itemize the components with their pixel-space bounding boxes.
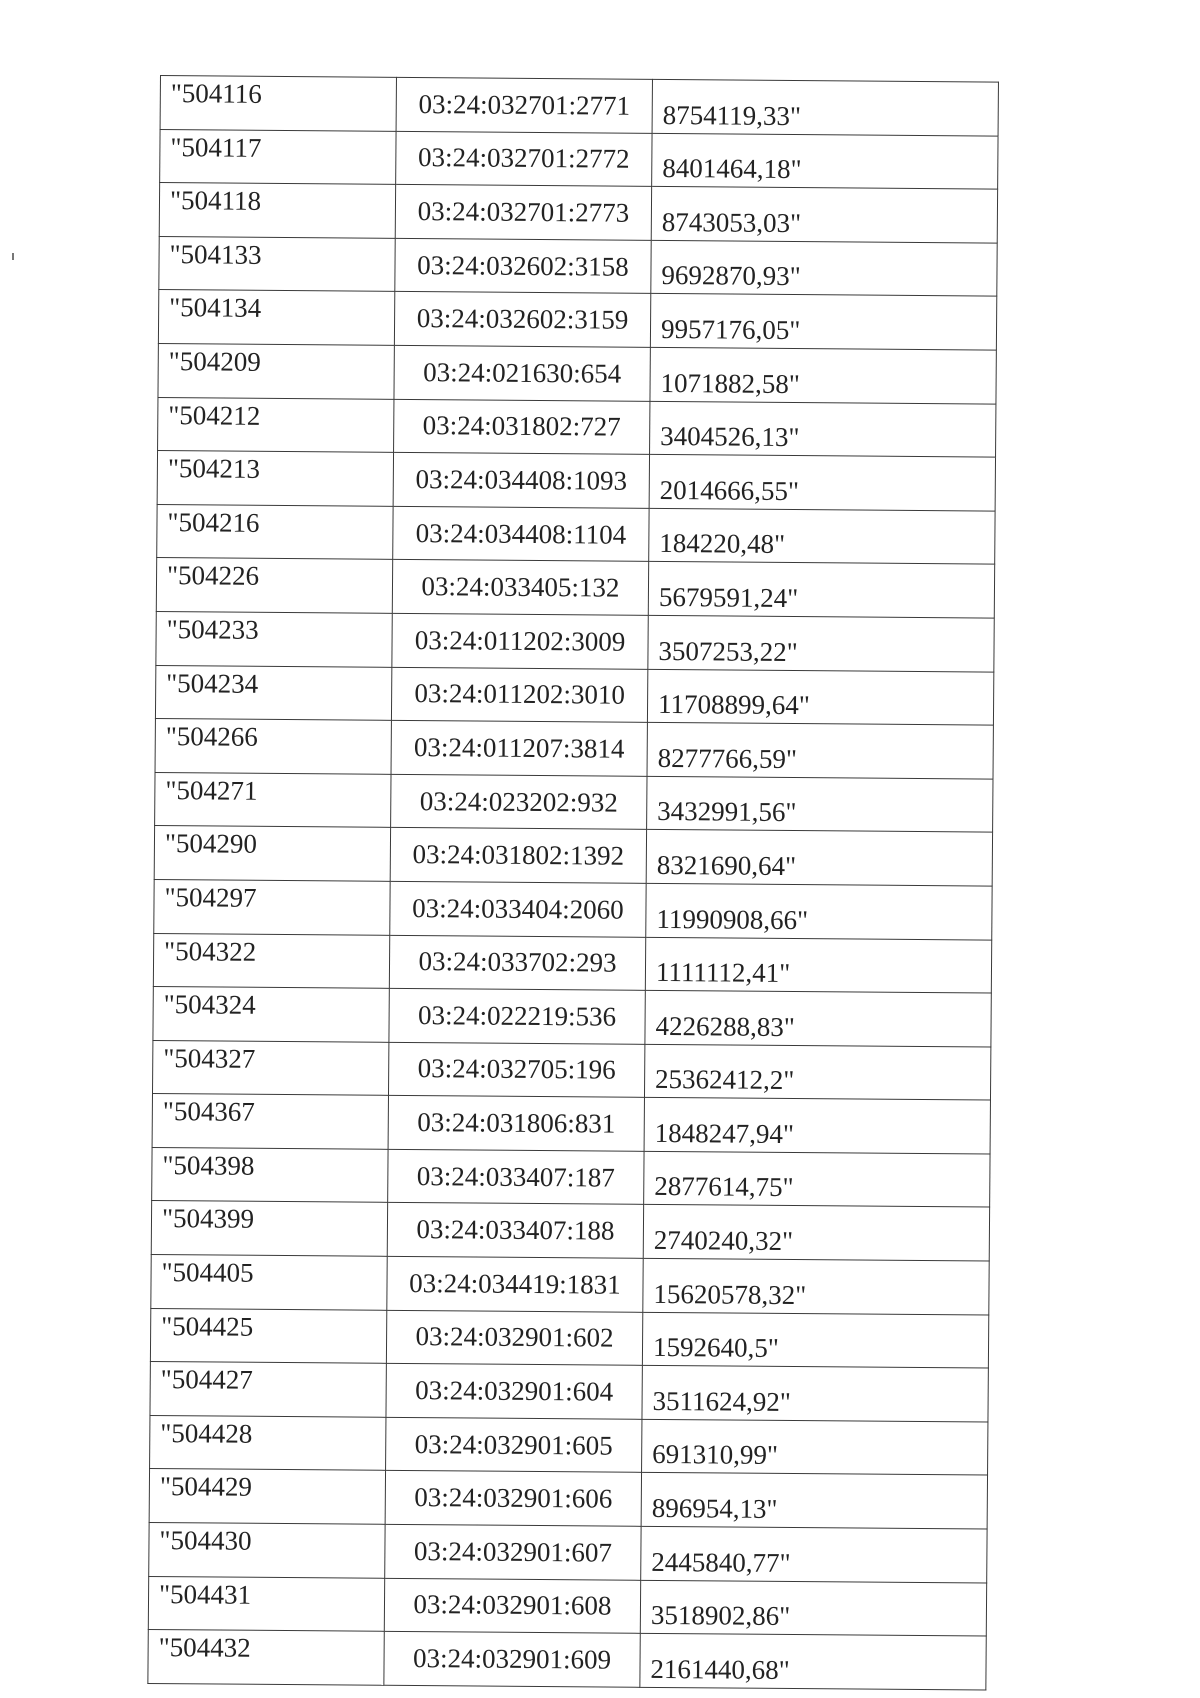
object-code-cell: "504118 (159, 183, 395, 238)
cadastral-number-cell: 03:24:023202:932 (391, 774, 647, 830)
cadastral-value-cell: 2445840,77" (641, 1526, 987, 1582)
cadastral-value-cell: 11708899,64" (647, 669, 993, 725)
object-code-cell: "504226 (156, 558, 392, 613)
table-row (155, 772, 993, 832)
cadastral-value-cell: 3507253,22" (648, 615, 994, 671)
cadastral-number-cell: 03:24:021630:654 (394, 345, 650, 401)
cadastral-value-cell: 3404526,13" (650, 401, 996, 457)
table-row (150, 1308, 988, 1368)
table-row (150, 1415, 988, 1475)
cadastral-number-cell: 03:24:033404:2060 (390, 881, 646, 937)
cadastral-value-cell: 3432991,56" (647, 776, 993, 832)
table-row (151, 1255, 989, 1315)
cadastral-value-cell: 184220,48" (649, 508, 995, 564)
cadastral-value-cell: 11990908,66" (646, 883, 992, 939)
cadastral-number-cell: 03:24:034419:1831 (387, 1256, 643, 1312)
table-row (154, 826, 992, 886)
table-row (153, 933, 991, 993)
object-code-cell: "504212 (158, 397, 394, 452)
table-row (152, 1040, 990, 1100)
cadastral-number-cell: 03:24:033407:188 (387, 1203, 643, 1259)
cadastral-number-cell: 03:24:032901:607 (385, 1524, 641, 1580)
cadastral-value-cell: 9957176,05" (650, 294, 996, 350)
cadastral-value-table (147, 75, 999, 1690)
cadastral-number-cell: 03:24:032901:602 (386, 1310, 642, 1366)
cadastral-value-cell: 8277766,59" (647, 722, 993, 778)
cadastral-value-cell: 15620578,32" (643, 1258, 989, 1314)
cadastral-number-cell: 03:24:032701:2773 (395, 185, 651, 241)
cadastral-number-cell: 03:24:011202:3009 (392, 613, 648, 669)
object-code-cell: "504427 (150, 1362, 386, 1417)
cadastral-value-cell: 1848247,94" (644, 1098, 990, 1154)
scan-speck (12, 253, 14, 260)
object-code-cell: "504429 (149, 1469, 385, 1524)
table-row (158, 343, 996, 403)
object-code-cell: "504425 (150, 1308, 386, 1363)
object-code-cell: "504428 (150, 1415, 386, 1470)
table-row (153, 987, 991, 1047)
object-code-cell: "504134 (158, 290, 394, 345)
object-code-cell: "504431 (148, 1576, 384, 1631)
cadastral-number-cell: 03:24:033407:187 (388, 1149, 644, 1205)
table-row (156, 611, 994, 671)
cadastral-value-cell: 2877614,75" (644, 1151, 990, 1207)
object-code-cell: "504322 (153, 933, 389, 988)
object-code-cell: "504327 (152, 1040, 388, 1095)
table-body (148, 76, 999, 1690)
table-row (154, 879, 992, 939)
cadastral-value-cell: 3518902,86" (640, 1580, 986, 1636)
table-row (148, 1630, 986, 1690)
cadastral-number-cell: 03:24:032901:606 (385, 1471, 641, 1527)
object-code-cell: "504216 (157, 504, 393, 559)
table-row (148, 1576, 986, 1636)
table-row (159, 236, 997, 296)
cadastral-number-cell: 03:24:032901:608 (384, 1578, 640, 1634)
cadastral-number-cell: 03:24:032901:609 (384, 1632, 640, 1688)
table-row (151, 1201, 989, 1261)
cadastral-number-cell: 03:24:031802:727 (394, 399, 650, 455)
object-code-cell: "504116 (160, 76, 396, 131)
object-code-cell: "504213 (157, 451, 393, 506)
cadastral-number-cell: 03:24:032602:3159 (394, 292, 650, 348)
table-row (149, 1469, 987, 1529)
object-code-cell: "504297 (154, 879, 390, 934)
cadastral-number-cell: 03:24:032602:3158 (395, 238, 651, 294)
cadastral-number-cell: 03:24:022219:536 (389, 988, 645, 1044)
cadastral-value-cell: 8321690,64" (646, 830, 992, 886)
cadastral-number-cell: 03:24:032701:2771 (396, 77, 652, 133)
cadastral-number-cell: 03:24:034408:1093 (393, 453, 649, 509)
object-code-cell: "504234 (155, 665, 391, 720)
table-row (150, 1362, 988, 1422)
table-row (158, 397, 996, 457)
cadastral-number-cell: 03:24:032901:605 (386, 1417, 642, 1473)
cadastral-number-cell: 03:24:031802:1392 (390, 828, 646, 884)
table-wrapper (147, 75, 975, 1690)
cadastral-value-cell: 1111112,41" (645, 937, 991, 993)
cadastral-value-cell: 3511624,92" (642, 1366, 988, 1422)
table-row (160, 129, 998, 189)
cadastral-number-cell: 03:24:034408:1104 (393, 506, 649, 562)
cadastral-number-cell: 03:24:011207:3814 (391, 720, 647, 776)
object-code-cell: "504432 (148, 1630, 384, 1685)
object-code-cell: "504266 (155, 719, 391, 774)
cadastral-number-cell: 03:24:031806:831 (388, 1096, 644, 1152)
object-code-cell: "504398 (152, 1147, 388, 1202)
cadastral-value-cell: 691310,99" (642, 1419, 988, 1475)
cadastral-value-cell: 1071882,58" (650, 347, 996, 403)
cadastral-value-cell: 896954,13" (641, 1473, 987, 1529)
table-row (157, 451, 995, 511)
table-row (158, 290, 996, 350)
table-row (157, 504, 995, 564)
cadastral-value-cell: 5679591,24" (648, 562, 994, 618)
table-row (155, 665, 993, 725)
object-code-cell: "504367 (152, 1094, 388, 1149)
object-code-cell: "504209 (158, 343, 394, 398)
table-row (149, 1522, 987, 1582)
object-code-cell: "504133 (159, 236, 395, 291)
cadastral-number-cell: 03:24:032901:604 (386, 1364, 642, 1420)
cadastral-value-cell: 2014666,55" (649, 455, 995, 511)
object-code-cell: "504430 (149, 1522, 385, 1577)
table-row (156, 558, 994, 618)
object-code-cell: "504324 (153, 987, 389, 1042)
object-code-cell: "504399 (151, 1201, 387, 1256)
cadastral-value-cell: 2740240,32" (643, 1205, 989, 1261)
cadastral-value-cell: 8401464,18" (652, 133, 998, 189)
cadastral-number-cell: 03:24:032701:2772 (396, 131, 652, 187)
cadastral-number-cell: 03:24:011202:3010 (391, 667, 647, 723)
table-row (155, 719, 993, 779)
cadastral-value-cell: 8754119,33" (652, 79, 998, 135)
object-code-cell: "504117 (160, 129, 396, 184)
table-row (159, 183, 997, 243)
table-row (152, 1094, 990, 1154)
cadastral-value-cell: 1592640,5" (642, 1312, 988, 1368)
object-code-cell: "504271 (155, 772, 391, 827)
cadastral-value-cell: 2161440,68" (640, 1634, 986, 1690)
cadastral-value-cell: 4226288,83" (645, 990, 991, 1046)
cadastral-value-cell: 9692870,93" (651, 240, 997, 296)
object-code-cell: "504405 (151, 1255, 387, 1310)
cadastral-number-cell: 03:24:033405:132 (392, 560, 648, 616)
cadastral-value-cell: 8743053,03" (651, 187, 997, 243)
cadastral-value-cell: 25362412,2" (644, 1044, 990, 1100)
object-code-cell: "504233 (156, 611, 392, 666)
cadastral-number-cell: 03:24:032705:196 (388, 1042, 644, 1098)
cadastral-number-cell: 03:24:033702:293 (389, 935, 645, 991)
object-code-cell: "504290 (154, 826, 390, 881)
table-row (160, 76, 998, 136)
table-row (152, 1147, 990, 1207)
